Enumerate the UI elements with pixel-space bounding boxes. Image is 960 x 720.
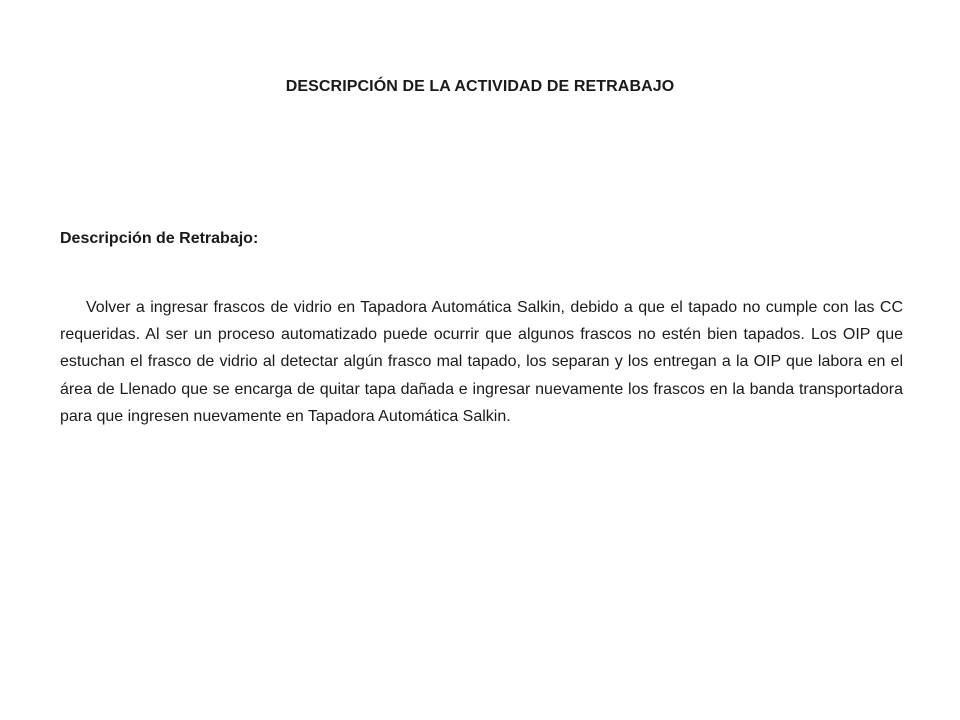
document-title: DESCRIPCIÓN DE LA ACTIVIDAD DE RETRABAJO: [285, 78, 675, 95]
section-heading: Descripción de Retrabajo:: [60, 230, 259, 247]
description-paragraph: Volver a ingresar frascos de vidrio en Tapadora Automática Salkin, debido a que el tapado no cumple con las CC requeridas. Al ser un proceso automatizado puede ocurrir que algunos frascos no estén bien tapados. Los OIP que estuchan el frasco de vidrio al detectar algún frasco mal tapado, los separan y los entregan a la OIP que labora en el área de Llenado que se encarga de quitar tapa dañada e ingresar nuevamente los frascos en la banda transportadora para que ingresen nuevamente en Tapadora Automática Salkin.: [60, 299, 903, 425]
